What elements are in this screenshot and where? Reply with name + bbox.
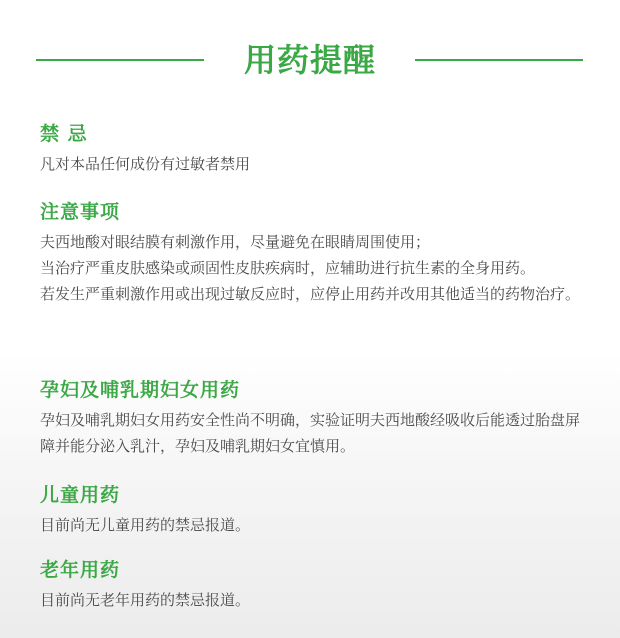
section-title: 孕妇及哺乳期妇女用药 — [40, 379, 241, 401]
caution-item: 当治疗严重皮肤感染或顽固性皮肤疾病时，应辅助进行抗生素的全身用药。 — [40, 259, 536, 277]
section-text: 凡对本品任何成份有过敏者禁用 — [40, 155, 251, 173]
page-header — [0, 38, 620, 86]
caution-item: 若发生严重刺激作用或出现过敏反应时，应停止用药并改用其他适当的药物治疗。 — [40, 285, 581, 303]
section-title: 儿童用药 — [40, 484, 121, 506]
header-divider-right — [415, 59, 583, 61]
page-title: 用药提醒 — [243, 41, 376, 79]
section-title: 禁 忌 — [40, 123, 88, 145]
section-text: 孕妇及哺乳期妇女用药安全性尚不明确，实验证明夫西地酸经吸收后能透过胎盘屏障并能分泌入乳汁，孕妇及哺乳期妇女宜慎用。 — [40, 411, 581, 455]
section-cautions — [40, 195, 590, 307]
section-elderly — [40, 553, 250, 613]
section-text: 目前尚无儿童用药的禁忌报道。 — [40, 516, 251, 534]
section-pregnancy — [40, 373, 590, 459]
section-title: 老年用药 — [40, 559, 121, 581]
caution-item: 夫西地酸对眼结膜有刺激作用，尽量避免在眼睛周围使用； — [40, 233, 431, 251]
section-title: 注意事项 — [40, 201, 121, 223]
section-text: 目前尚无老年用药的禁忌报道。 — [40, 591, 251, 609]
section-contraindications — [40, 117, 250, 177]
section-children — [40, 478, 250, 538]
